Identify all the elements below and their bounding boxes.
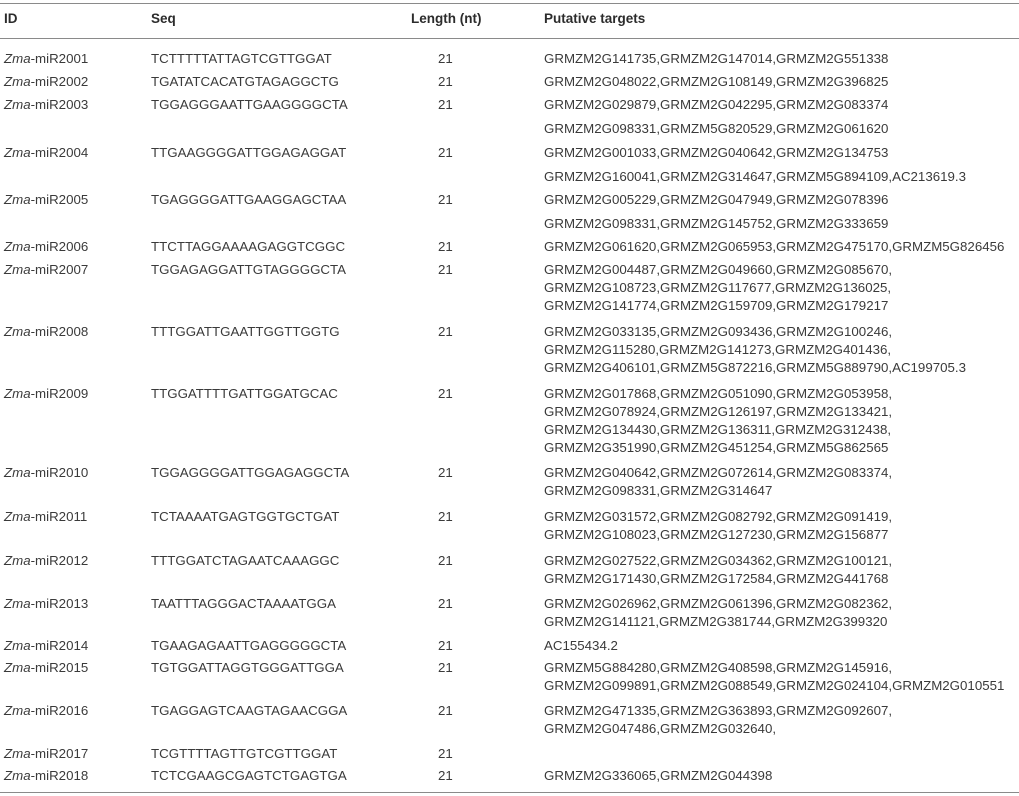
- cell-seq: TGAGGGGATTGAAGGAGCTAA: [151, 192, 347, 207]
- header-seq: Seq: [151, 11, 176, 26]
- cell-seq: TGGAGGGGATTGGAGAGGCTA: [151, 465, 350, 480]
- species-prefix: Zma: [4, 51, 31, 66]
- mirna-name: -miR2008: [30, 324, 89, 339]
- cell-id: [4, 144, 88, 162]
- cell-targets: [544, 702, 892, 738]
- cell-seq: TCGTTTTAGTTGTCGTTGGAT: [151, 746, 338, 761]
- cell-length: 21: [438, 51, 453, 66]
- cell-seq: TCTTTTTATTAGTCGTTGGAT: [151, 51, 332, 66]
- mirna-name: -miR2004: [30, 145, 89, 160]
- cell-targets: [544, 637, 618, 655]
- cell-length: 21: [438, 596, 453, 611]
- cell-length: 21: [438, 239, 453, 254]
- header-rule: [0, 38, 1019, 39]
- cell-id: [4, 595, 88, 613]
- target-line: GRMZM2G047486,GRMZM2G032640,: [544, 721, 777, 736]
- mirna-name: -miR2016: [30, 703, 89, 718]
- cell-targets: [544, 767, 772, 785]
- cell-length: 21: [438, 192, 453, 207]
- mirna-name: -miR2012: [30, 553, 89, 568]
- target-line: GRMZM2G099891,GRMZM2G088549,GRMZM2G024104,GRMZM2G010551: [544, 678, 1005, 693]
- cell-id: [4, 261, 88, 279]
- target-line: GRMZM2G048022,GRMZM2G108149,GRMZM2G396825: [544, 74, 889, 89]
- cell-id: [4, 767, 88, 785]
- target-line: GRMZM2G141735,GRMZM2G147014,GRMZM2G551338: [544, 51, 889, 66]
- mirna-name: -miR2013: [30, 596, 89, 611]
- target-line: GRMZM2G001033,GRMZM2G040642,GRMZM2G134753: [544, 145, 889, 160]
- cell-length: 21: [438, 74, 453, 89]
- cell-targets: [544, 50, 888, 68]
- species-prefix: Zma: [4, 768, 31, 783]
- species-prefix: Zma: [4, 746, 31, 761]
- cell-id: [4, 637, 88, 655]
- cell-targets: [544, 659, 1004, 695]
- mirna-name: -miR2003: [30, 97, 89, 112]
- cell-id: [4, 238, 88, 256]
- species-prefix: Zma: [4, 239, 31, 254]
- cell-targets: [544, 238, 1004, 256]
- cell-length: 21: [438, 386, 453, 401]
- target-line: GRMZM2G471335,GRMZM2G363893,GRMZM2G092607,: [544, 703, 893, 718]
- cell-targets: [544, 191, 888, 239]
- target-line: GRMZM2G108023,GRMZM2G127230,GRMZM2G156877: [544, 527, 889, 542]
- cell-seq: TCTAAAATGAGTGGTGCTGAT: [151, 509, 340, 524]
- bottom-rule: [0, 792, 1019, 793]
- cell-seq: TGTGGATTAGGTGGGATTGGA: [151, 660, 344, 675]
- species-prefix: Zma: [4, 509, 31, 524]
- cell-targets: [544, 385, 892, 457]
- target-line: GRMZM2G078924,GRMZM2G126197,GRMZM2G133421,: [544, 404, 893, 419]
- cell-id: [4, 552, 88, 570]
- species-prefix: Zma: [4, 386, 31, 401]
- cell-seq: TTTGGATTGAATTGGTTGGTG: [151, 324, 340, 339]
- cell-id: [4, 659, 88, 677]
- cell-length: 21: [438, 638, 453, 653]
- cell-targets: [544, 323, 966, 377]
- cell-length: 21: [438, 97, 453, 112]
- species-prefix: Zma: [4, 192, 31, 207]
- cell-seq: TGGAGAGGATTGTAGGGGCTA: [151, 262, 347, 277]
- cell-targets: [544, 552, 892, 588]
- target-line: GRMZM2G351990,GRMZM2G451254,GRMZM5G862565: [544, 440, 889, 455]
- species-prefix: Zma: [4, 145, 31, 160]
- species-prefix: Zma: [4, 97, 31, 112]
- cell-length: 21: [438, 145, 453, 160]
- header-length: Length (nt): [411, 11, 482, 26]
- mirna-name: -miR2007: [30, 262, 89, 277]
- cell-seq: TGAAGAGAATTGAGGGGGCTA: [151, 638, 347, 653]
- mirna-name: -miR2014: [30, 638, 89, 653]
- cell-id: [4, 191, 88, 209]
- cell-length: 21: [438, 746, 453, 761]
- target-line: GRMZM2G108723,GRMZM2G117677,GRMZM2G136025,: [544, 280, 892, 295]
- cell-length: 21: [438, 768, 453, 783]
- top-rule: [0, 3, 1019, 4]
- cell-seq: TGGAGGGAATTGAAGGGGCTA: [151, 97, 348, 112]
- target-line: GRMZM2G098331,GRMZM2G314647: [544, 483, 773, 498]
- cell-targets: [544, 261, 892, 315]
- mirna-name: -miR2017: [30, 746, 89, 761]
- mirna-name: -miR2001: [30, 51, 89, 66]
- species-prefix: Zma: [4, 703, 31, 718]
- mirna-name: -miR2005: [30, 192, 89, 207]
- species-prefix: Zma: [4, 324, 31, 339]
- target-line: GRMZM2G098331,GRMZM5G820529,GRMZM2G061620: [544, 121, 889, 136]
- species-prefix: Zma: [4, 262, 31, 277]
- target-line: GRMZM2G017868,GRMZM2G051090,GRMZM2G053958,: [544, 386, 893, 401]
- target-line: GRMZM2G115280,GRMZM2G141273,GRMZM2G401436,: [544, 342, 892, 357]
- cell-id: [4, 464, 88, 482]
- mirna-name: -miR2009: [30, 386, 89, 401]
- mirna-name: -miR2002: [30, 74, 89, 89]
- cell-id: [4, 96, 88, 114]
- target-line: GRMZM2G171430,GRMZM2G172584,GRMZM2G441768: [544, 571, 889, 586]
- target-line: GRMZM2G040642,GRMZM2G072614,GRMZM2G083374,: [544, 465, 893, 480]
- mirna-name: -miR2010: [30, 465, 89, 480]
- target-line: GRMZM2G406101,GRMZM5G872216,GRMZM5G889790,AC199705.3: [544, 360, 967, 375]
- species-prefix: Zma: [4, 553, 31, 568]
- cell-id: [4, 745, 88, 763]
- cell-targets: [544, 144, 966, 192]
- cell-length: 21: [438, 509, 453, 524]
- cell-seq: TAATTTAGGGACTAAAATGGA: [151, 596, 336, 611]
- target-line: GRMZM2G141774,GRMZM2G159709,GRMZM2G179217: [544, 298, 889, 313]
- cell-targets: [544, 96, 888, 144]
- target-line: AC155434.2: [544, 638, 618, 653]
- cell-id: [4, 508, 87, 526]
- target-line: GRMZM2G026962,GRMZM2G061396,GRMZM2G082362,: [544, 596, 893, 611]
- target-line: GRMZM2G336065,GRMZM2G044398: [544, 768, 773, 783]
- cell-targets: [544, 464, 892, 500]
- cell-seq: TCTCGAAGCGAGTCTGAGTGA: [151, 768, 347, 783]
- target-line: GRMZM2G061620,GRMZM2G065953,GRMZM2G475170,GRMZM5G826456: [544, 239, 1005, 254]
- cell-id: [4, 385, 88, 403]
- cell-id: [4, 702, 88, 720]
- cell-length: 21: [438, 262, 453, 277]
- species-prefix: Zma: [4, 74, 31, 89]
- target-line: GRMZM5G884280,GRMZM2G408598,GRMZM2G145916,: [544, 660, 893, 675]
- header-id: ID: [4, 11, 18, 26]
- target-line: GRMZM2G005229,GRMZM2G047949,GRMZM2G078396: [544, 192, 889, 207]
- species-prefix: Zma: [4, 465, 31, 480]
- cell-targets: [544, 595, 892, 631]
- species-prefix: Zma: [4, 660, 31, 675]
- cell-seq: TGATATCACATGTAGAGGCTG: [151, 74, 339, 89]
- cell-id: [4, 323, 88, 341]
- cell-length: 21: [438, 465, 453, 480]
- cell-seq: TTCTTAGGAAAAGAGGTCGGC: [151, 239, 346, 254]
- species-prefix: Zma: [4, 596, 31, 611]
- target-line: GRMZM2G027522,GRMZM2G034362,GRMZM2G100121,: [544, 553, 893, 568]
- target-line: GRMZM2G029879,GRMZM2G042295,GRMZM2G083374: [544, 97, 889, 112]
- header-targets: Putative targets: [544, 11, 646, 26]
- cell-targets: [544, 73, 888, 91]
- target-line: GRMZM2G031572,GRMZM2G082792,GRMZM2G091419,: [544, 509, 893, 524]
- cell-seq: TTTGGATCTAGAATCAAAGGC: [151, 553, 340, 568]
- cell-length: 21: [438, 553, 453, 568]
- target-line: GRMZM2G098331,GRMZM2G145752,GRMZM2G333659: [544, 216, 889, 231]
- cell-id: [4, 73, 88, 91]
- cell-length: 21: [438, 324, 453, 339]
- cell-seq: TTGAAGGGGATTGGAGAGGAT: [151, 145, 347, 160]
- target-line: GRMZM2G141121,GRMZM2G381744,GRMZM2G399320: [544, 614, 888, 629]
- target-line: GRMZM2G160041,GRMZM2G314647,GRMZM5G894109,AC213619.3: [544, 169, 967, 184]
- cell-seq: TGAGGAGTCAAGTAGAACGGA: [151, 703, 348, 718]
- mirna-name: -miR2015: [30, 660, 89, 675]
- mirna-name: -miR2006: [30, 239, 89, 254]
- target-line: GRMZM2G134430,GRMZM2G136311,GRMZM2G312438,: [544, 422, 892, 437]
- target-line: GRMZM2G004487,GRMZM2G049660,GRMZM2G085670,: [544, 262, 893, 277]
- cell-id: [4, 50, 88, 68]
- mirna-name: -miR2018: [30, 768, 89, 783]
- mirna-name: -miR2011: [30, 509, 88, 524]
- target-line: GRMZM2G033135,GRMZM2G093436,GRMZM2G100246,: [544, 324, 893, 339]
- cell-targets: [544, 508, 892, 544]
- cell-length: 21: [438, 660, 453, 675]
- cell-seq: TTGGATTTTGATTGGATGCAC: [151, 386, 338, 401]
- species-prefix: Zma: [4, 638, 31, 653]
- cell-length: 21: [438, 703, 453, 718]
